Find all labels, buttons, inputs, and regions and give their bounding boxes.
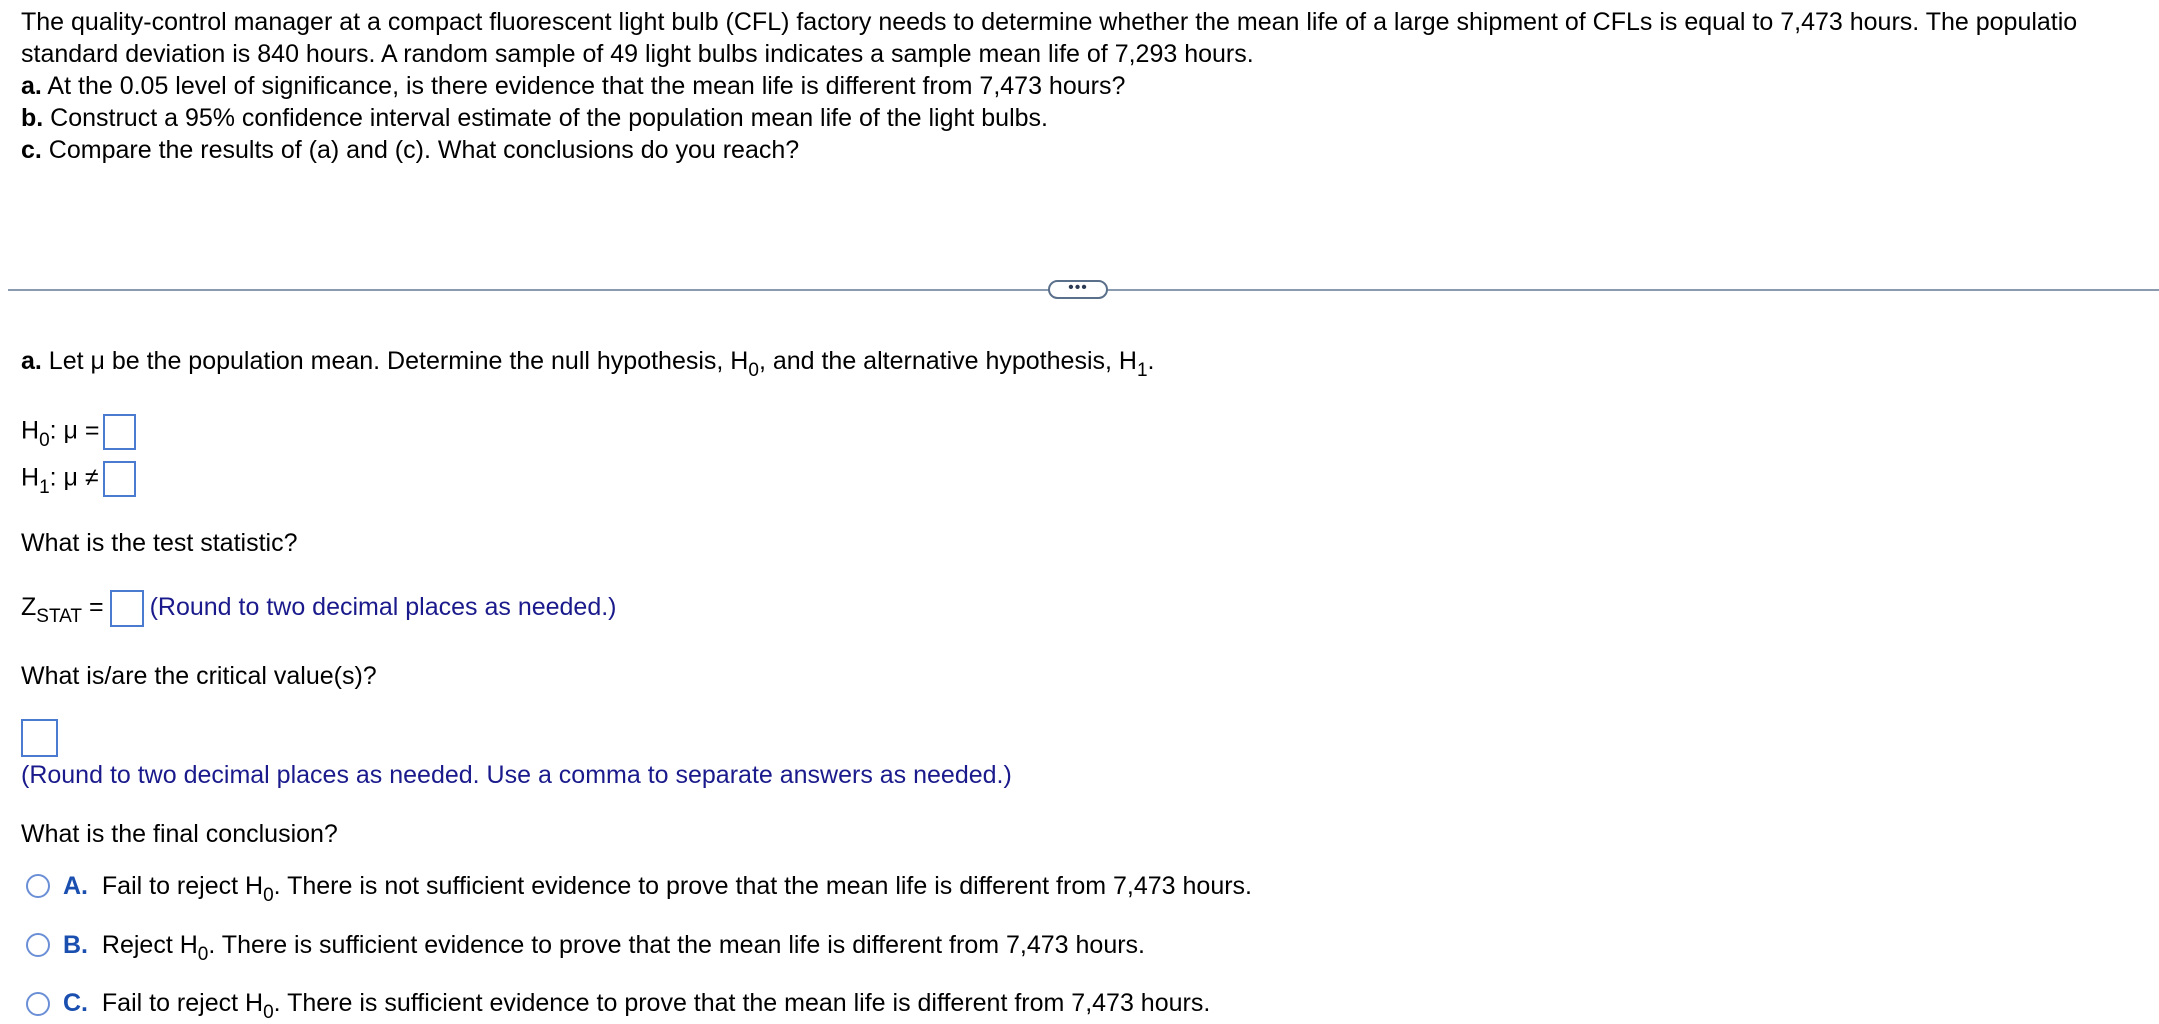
alt-hypothesis-row bbox=[21, 461, 136, 497]
part-c-text: Compare the results of (a) and (c). What conclusions do you reach? bbox=[41, 136, 800, 164]
null-hypothesis-row bbox=[21, 414, 136, 450]
part-a-intro bbox=[21, 345, 1154, 380]
h1-letter: H bbox=[21, 463, 40, 492]
part-a-label: a. bbox=[21, 72, 42, 100]
option-b-pre: Reject H bbox=[101, 931, 198, 959]
part-a-intro-end: . bbox=[1147, 347, 1155, 375]
option-c-pre: Fail to reject H bbox=[101, 989, 264, 1017]
test-statistic-question: What is the test statistic? bbox=[21, 529, 298, 557]
zstat-subscript: STAT bbox=[36, 606, 83, 628]
critical-value-hint: (Round to two decimal places as needed. Use a comma to separate answers as needed.) bbox=[21, 761, 1012, 789]
option-a-radio[interactable] bbox=[26, 874, 50, 898]
part-c-label: c. bbox=[21, 136, 42, 164]
option-c-subscript: 0 bbox=[263, 1002, 274, 1023]
conclusion-question: What is the final conclusion? bbox=[21, 820, 338, 848]
option-a-text[interactable] bbox=[63, 870, 1252, 905]
part-a-intro-label: a. bbox=[21, 347, 42, 375]
zstat-input[interactable] bbox=[110, 590, 144, 627]
critical-value-input[interactable] bbox=[21, 719, 58, 757]
option-c-post: . There is sufficient evidence to prove that the mean life is different from 7,473 hours. bbox=[273, 989, 1211, 1017]
option-c-letter: C. bbox=[63, 989, 88, 1017]
h1-value-input[interactable] bbox=[103, 461, 136, 497]
option-a-pre: Fail to reject H bbox=[101, 872, 264, 900]
part-a-text: At the 0.05 level of significance, is there evidence that the mean life is different from 7,473 hours? bbox=[41, 72, 1126, 100]
option-b-post: . There is sufficient evidence to prove that the mean life is different from 7,473 hours. bbox=[208, 931, 1145, 959]
part-b-text: Construct a 95% confidence interval estimate of the population mean life of the light bulbs. bbox=[43, 104, 1048, 132]
option-b-letter: B. bbox=[63, 931, 88, 959]
h0-relation: : μ = bbox=[49, 416, 100, 445]
part-a-intro-mid: , and the alternative hypothesis, H bbox=[758, 347, 1137, 375]
zstat-equals: = bbox=[82, 593, 104, 622]
h0-value-input[interactable] bbox=[103, 414, 136, 450]
h0-subscript: 0 bbox=[39, 429, 50, 451]
subscript-0: 0 bbox=[748, 360, 759, 381]
part-b-label: b. bbox=[21, 104, 44, 132]
problem-line-2: standard deviation is 840 hours. A random sample of 49 light bulbs indicates a sample mean life of 7,293 hours. bbox=[21, 40, 1254, 68]
more-options-button[interactable]: ••• bbox=[1048, 280, 1108, 299]
zstat-row bbox=[21, 590, 617, 627]
option-b-subscript: 0 bbox=[197, 944, 209, 965]
option-a-post: . There is not sufficient evidence to prove that the mean life is different from 7,473 hours. bbox=[273, 872, 1252, 900]
problem-line-1: The quality-control manager at a compact fluorescent light bulb (CFL) factory needs to determine whether the mean life of a large shipment of CFLs is equal to 7,473 hours. The populatio bbox=[21, 8, 2078, 36]
subscript-1: 1 bbox=[1136, 360, 1148, 381]
zstat-letter: Z bbox=[21, 593, 37, 622]
h1-relation: : μ ≠ bbox=[49, 463, 99, 492]
option-a-subscript: 0 bbox=[263, 885, 274, 906]
h0-letter: H bbox=[21, 416, 40, 445]
option-a-letter: A. bbox=[63, 872, 88, 900]
option-b-text[interactable] bbox=[63, 929, 1145, 964]
problem-part-c bbox=[21, 134, 799, 166]
h1-subscript: 1 bbox=[39, 476, 50, 498]
option-b-radio[interactable] bbox=[26, 933, 50, 957]
zstat-hint: (Round to two decimal places as needed.) bbox=[149, 593, 617, 622]
part-a-intro-text: Let μ be the population mean. Determine the null hypothesis, H bbox=[41, 347, 749, 375]
problem-part-b bbox=[21, 102, 1048, 134]
option-c-radio[interactable] bbox=[26, 992, 50, 1016]
option-c-text[interactable] bbox=[63, 987, 1210, 1022]
critical-value-question: What is/are the critical value(s)? bbox=[21, 662, 377, 690]
problem-part-a bbox=[21, 70, 1125, 102]
